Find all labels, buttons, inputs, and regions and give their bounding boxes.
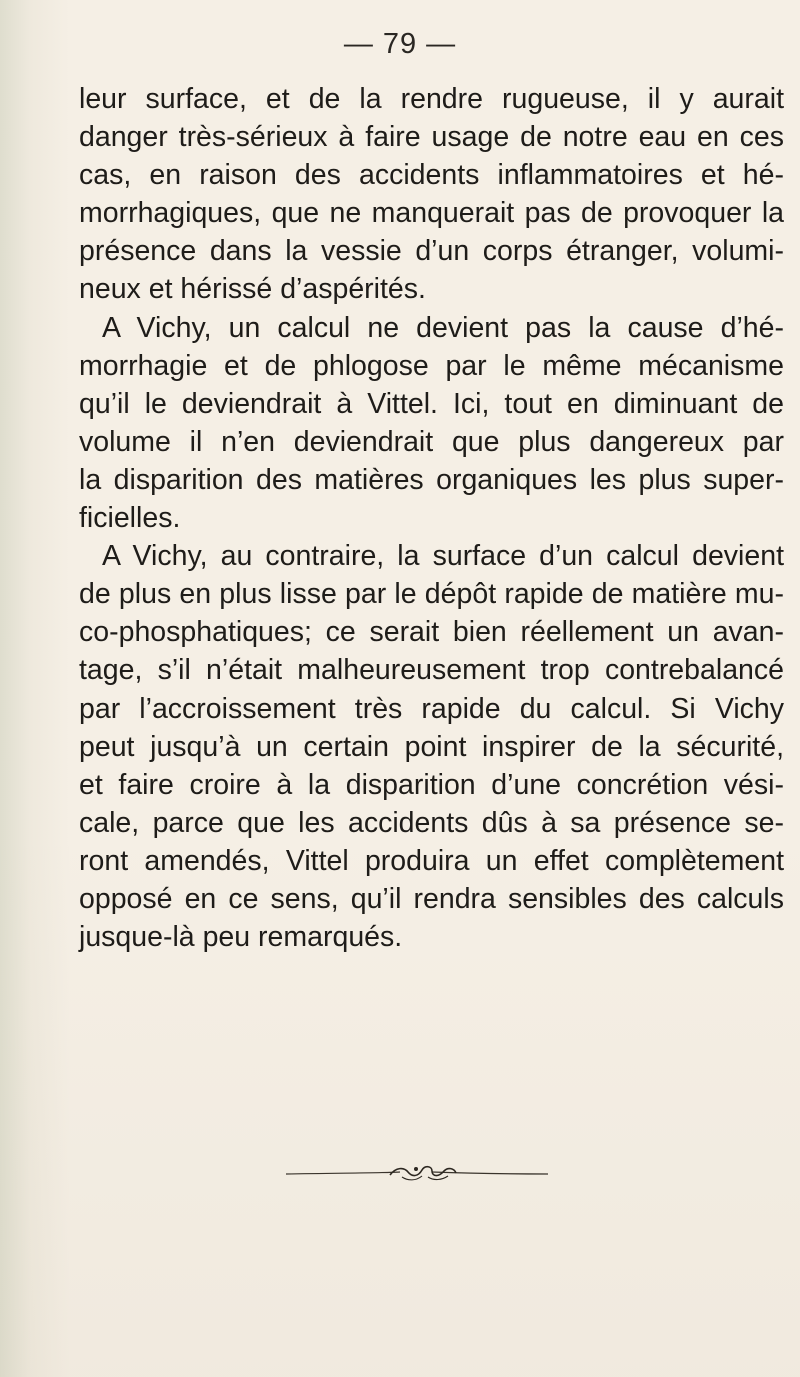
text-line: tage, s’il n’était malheureusement trop contrebalancé [79, 654, 784, 687]
text-line: présence dans la vessie d’un corps étranger, volumi- [79, 235, 784, 268]
text-line: par l’accroissement très rapide du calcul. Si Vichy [79, 692, 784, 725]
text-line: cale, parce que les accidents dûs à sa présence se- [79, 806, 784, 839]
text-line: A Vichy, un calcul ne devient pas la cause d’hé- [102, 311, 784, 344]
text-line: cas, en raison des accidents inflammatoires et hé- [79, 159, 784, 192]
text-line: neux et hérissé d’aspérités. [79, 273, 426, 306]
text-line: et faire croire à la disparition d’une concrétion vési- [79, 768, 784, 801]
page-number: — 79 — [343, 28, 457, 60]
text-line: qu’il le deviendrait à Vittel. Ici, tout en diminuant de [79, 387, 784, 420]
text-line: A Vichy, au contraire, la surface d’un calcul devient [102, 540, 784, 573]
text-line: danger très-sérieux à faire usage de notre eau en ces [79, 121, 784, 154]
tailpiece-ornament [282, 1157, 552, 1187]
text-line: co-phosphatiques; ce serait bien réellement un avan- [79, 616, 784, 649]
text-line: jusque-là peu remarqués. [79, 921, 403, 954]
text-line: de plus en plus lisse par le dépôt rapide de matière mu- [79, 578, 784, 611]
text-line: leur surface, et de la rendre rugueuse, il y aurait [79, 83, 784, 115]
text-line: volume il n’en deviendrait que plus dangereux par [79, 425, 784, 458]
text-line: opposé en ce sens, qu’il rendra sensibles des calculs [79, 882, 784, 915]
body-text [79, 80, 784, 956]
text-line: ficielles. [79, 502, 181, 535]
text-line: la disparition des matières organiques les plus super- [79, 463, 784, 496]
text-line: peut jusqu’à un certain point inspirer de la sécurité, [79, 730, 784, 763]
text-line: morrhagiques, que ne manquerait pas de provoquer la [79, 197, 784, 230]
text-line: morrhagie et de phlogose par le même mécanisme [79, 349, 784, 382]
text-line: ront amendés, Vittel produira un effet complètement [79, 844, 784, 877]
